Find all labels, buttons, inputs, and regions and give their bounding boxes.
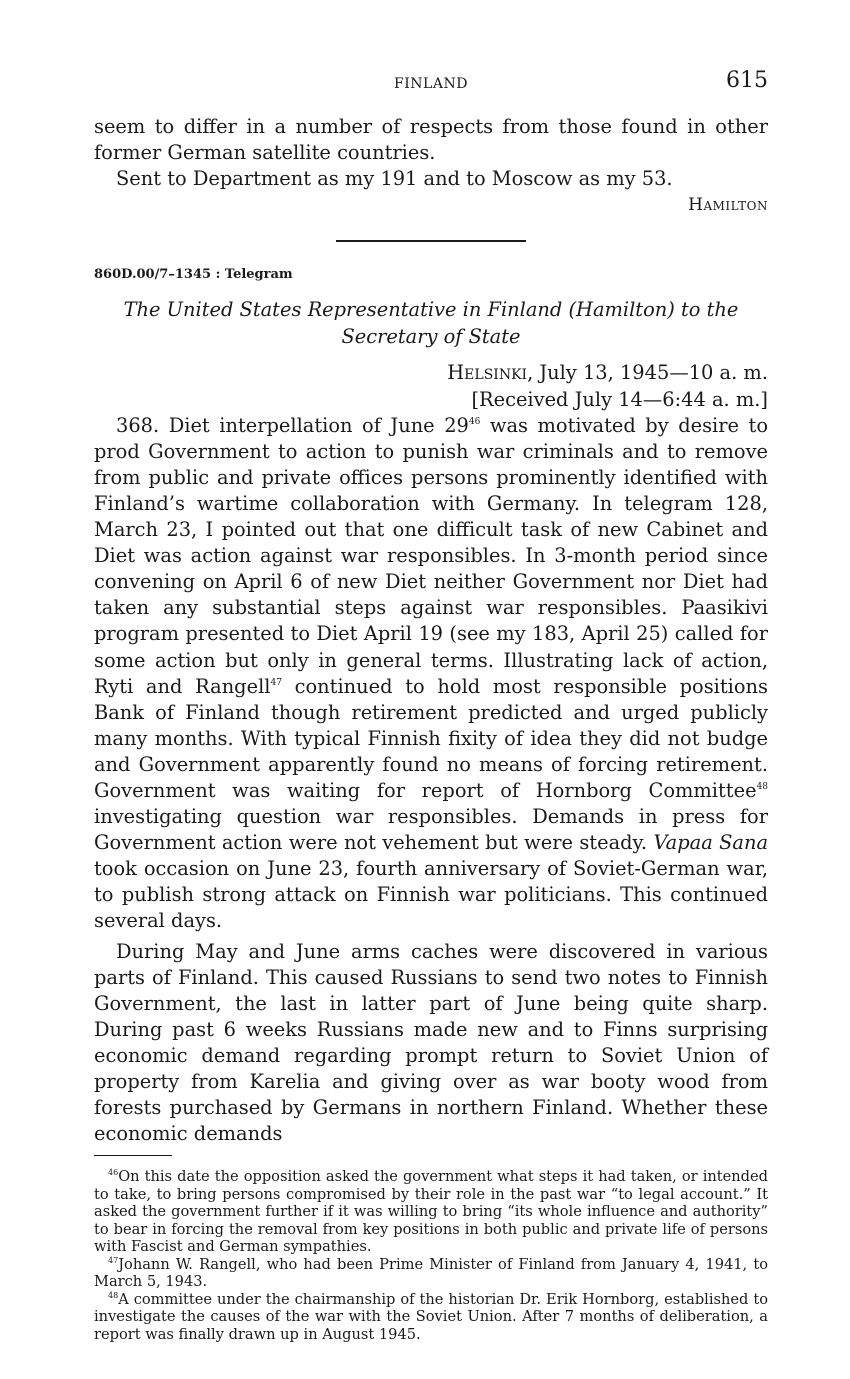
para1-part-b: was motivated by desire to prod Government to action to punish war criminals and to remove from public and private offices persons prominently identified with Finland’s wartime collaboration with Germany. In telegram 128, March 23, I pointed out that one difficult task of new Cabinet and Diet was action against war responsibles. In 3-month period since convening on April 6 of new Diet neither Government nor Diet had taken any substantial steps against war responsibles. Paasikivi program presented to Diet April 19 (see my 183, April 25) called for some action but only in general terms. Illustrating lack of action, Ryti and Rangell [94,413,768,698]
footnote-46 [94,1168,768,1256]
footnote-ref-47: 47 [270,677,282,688]
page-header [94,68,768,98]
signature: Hamilton [688,195,768,216]
footnote-ref-48: 48 [756,781,768,792]
para1-part-f: took occasion on June 23, fourth anniversary of Soviet-German war, to publish strong attack on Finnish war politicians. This continued several days. [94,857,768,933]
footnotes [94,1168,768,1343]
footnote-47 [94,1256,768,1291]
footnote-number: 47 [108,1255,119,1265]
newspaper-name: Vapaa Sana [653,831,768,855]
document-title: The United States Representative in Finland (Hamilton) to the Secretary of State [123,298,739,349]
sent-line: Sent to Department as my 191 and to Moscow as my 53. [116,167,673,191]
page-number: 615 [726,68,768,93]
para1-part-c: continued to hold most responsible positions Bank of Finland though retirement predicted and urged publicly many months. With typical Finnish fixity of idea they did not budge and Government apparently found no means of forcing retirement. Government was waiting for report of Hornborg Committee [94,674,768,802]
received-line: [Received July 14—6:44 a. m.] [471,387,768,411]
footnote-48 [94,1291,768,1344]
dateline-place: Helsinki [447,361,528,385]
footnote-ref-46: 46 [468,416,481,427]
paragraph-1 [94,413,768,935]
continued-paragraph: seem to differ in a number of respects from those found in other former German satellite countries. [94,115,768,165]
footnote-divider [94,1155,172,1156]
footnote-text: On this date the opposition asked the government what steps it had taken, or intended to take, to bring persons compromised by their role in the past war “to legal account.” It asked the government further if it was willing to bring “its whole influence and authority” to bear in forcing the removal from key positions in both public and private life of persons with Fascist and German sympathies. [94,1168,768,1256]
para1-part-a: 368. Diet interpellation of June 29 [116,413,469,437]
footnote-number: 46 [108,1168,119,1178]
dateline [94,360,768,386]
main-text [94,114,768,1343]
para1-part-d: investigating question war responsibles. Demands in press for Government action were not vehement but were steady. [94,805,768,855]
file-reference: 860D.00/7–1345 : Telegram [94,267,293,283]
section-divider [336,240,526,242]
running-head: FINLAND [394,76,468,92]
footnote-text: Johann W. Rangell, who had been Prime Minister of Finland from January 4, 1941, to March 5, 1943. [94,1255,768,1291]
footnote-text: A committee under the chairmanship of the historian Dr. Erik Hornborg, established to investigate the causes of the war with the Soviet Union. After 7 months of deliberation, a report was finally drawn up in August 1945. [94,1290,768,1343]
dateline-date: , July 13, 1945—10 a. m. [527,361,768,385]
paragraph-2: During May and June arms caches were discovered in various parts of Finland. This caused Russians to send two notes to Finnish Government, the last in latter part of June being quite sharp. During past 6 weeks Russians made new and to Finns surprising economic demand regarding prompt return to Soviet Union of property from Karelia and giving over as war booty wood from forests purchased by Germans in northern Finland. Whether these economic demands [94,939,768,1146]
footnote-number: 48 [108,1290,119,1300]
